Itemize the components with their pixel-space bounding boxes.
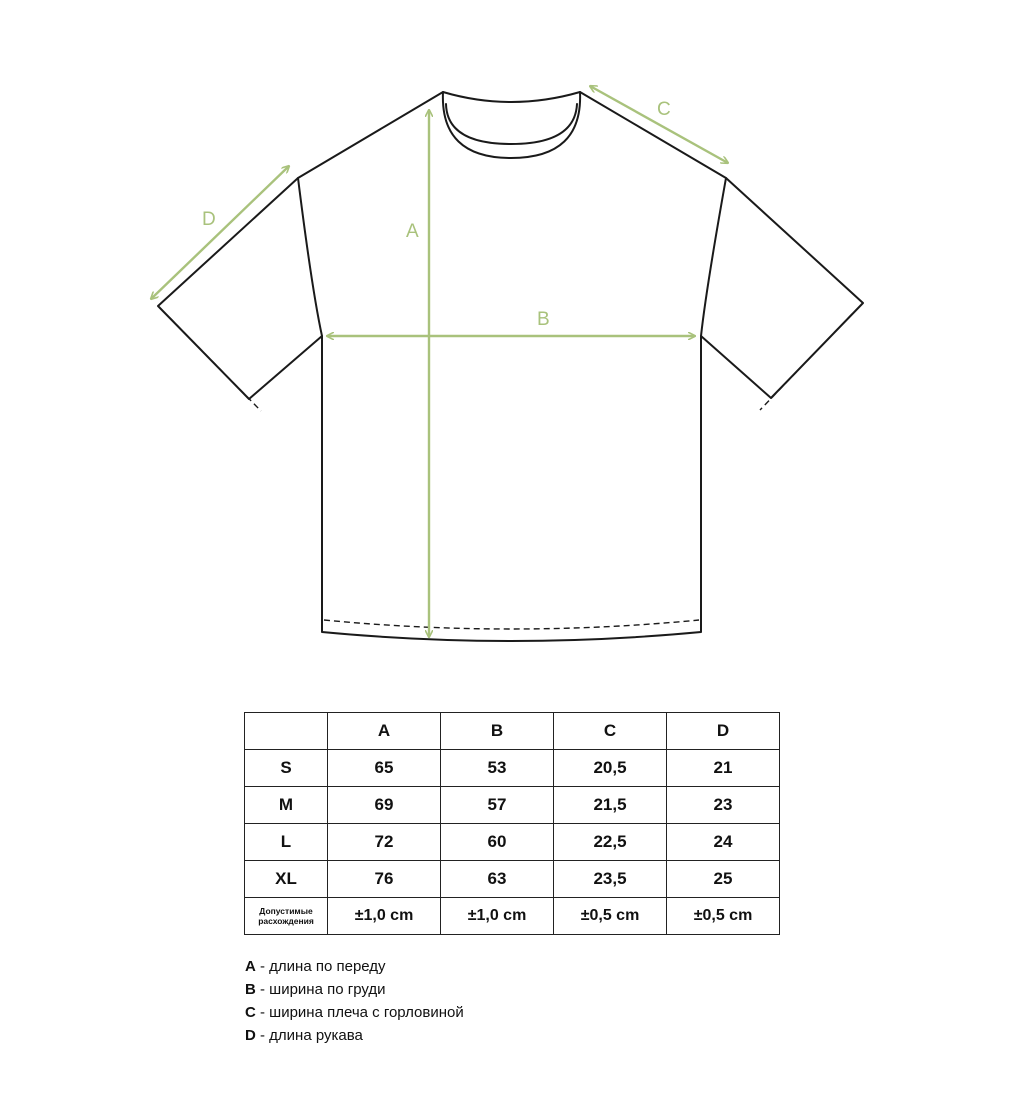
legend-key: B xyxy=(245,981,256,998)
collar-inner xyxy=(446,104,577,144)
tolerance-label xyxy=(245,898,328,935)
legend-item-a xyxy=(245,955,464,978)
table-row xyxy=(245,750,780,787)
tolerance-cell: ±0,5 cm xyxy=(667,898,780,935)
size-label: M xyxy=(245,787,328,824)
table-header-empty xyxy=(245,713,328,750)
table-header-row xyxy=(245,713,780,750)
table-header-c: C xyxy=(554,713,667,750)
table-cell: 24 xyxy=(667,824,780,861)
table-cell: 25 xyxy=(667,861,780,898)
table-cell: 65 xyxy=(328,750,441,787)
table-row xyxy=(245,824,780,861)
legend-item-b xyxy=(245,978,464,1001)
table-cell: 23,5 xyxy=(554,861,667,898)
legend-text: - ширина по груди xyxy=(255,981,386,998)
dimension-c-label: C xyxy=(657,99,671,120)
size-table xyxy=(244,712,780,935)
right-sleeve xyxy=(701,178,863,398)
table-row xyxy=(245,861,780,898)
body-outline xyxy=(298,92,726,641)
table-cell: 23 xyxy=(667,787,780,824)
size-label: L xyxy=(245,824,328,861)
bottom-hem-stitch xyxy=(324,620,699,629)
table-cell: 63 xyxy=(441,861,554,898)
tolerance-label-line1: Допустимые xyxy=(259,906,313,916)
legend-item-d xyxy=(245,1024,464,1047)
table-header-b: B xyxy=(441,713,554,750)
tshirt-outline xyxy=(158,92,863,641)
table-cell: 76 xyxy=(328,861,441,898)
table-cell: 21 xyxy=(667,750,780,787)
table-cell: 20,5 xyxy=(554,750,667,787)
dimension-d-label: D xyxy=(202,209,216,230)
tolerance-cell: ±0,5 cm xyxy=(554,898,667,935)
legend-item-c xyxy=(245,1001,464,1024)
legend-key: C xyxy=(245,1004,256,1021)
dimension-lines xyxy=(151,86,728,637)
table-cell: 22,5 xyxy=(554,824,667,861)
table-cell: 69 xyxy=(328,787,441,824)
size-label: S xyxy=(245,750,328,787)
dimension-a-label: A xyxy=(406,221,419,242)
legend-key: D xyxy=(245,1027,256,1044)
dimension-c-line xyxy=(590,86,728,163)
size-label: XL xyxy=(245,861,328,898)
table-cell: 60 xyxy=(441,824,554,861)
legend xyxy=(245,955,464,1047)
table-cell: 72 xyxy=(328,824,441,861)
table-cell: 53 xyxy=(441,750,554,787)
legend-text: - ширина плеча с горловиной xyxy=(255,1004,464,1021)
dimension-d-line xyxy=(151,166,289,299)
table-header-d: D xyxy=(667,713,780,750)
left-sleeve xyxy=(158,178,322,399)
table-cell: 21,5 xyxy=(554,787,667,824)
tolerance-label-line2: расхождения xyxy=(258,916,314,926)
table-row xyxy=(245,787,780,824)
legend-text: - длина по переду xyxy=(255,958,386,975)
legend-text: - длина рукава xyxy=(255,1027,363,1044)
table-cell: 57 xyxy=(441,787,554,824)
tolerance-cell: ±1,0 cm xyxy=(441,898,554,935)
table-header-a: A xyxy=(328,713,441,750)
tolerance-cell: ±1,0 cm xyxy=(328,898,441,935)
dimension-b-label: B xyxy=(537,309,550,330)
legend-key: A xyxy=(245,958,256,975)
tolerance-row xyxy=(245,898,780,935)
